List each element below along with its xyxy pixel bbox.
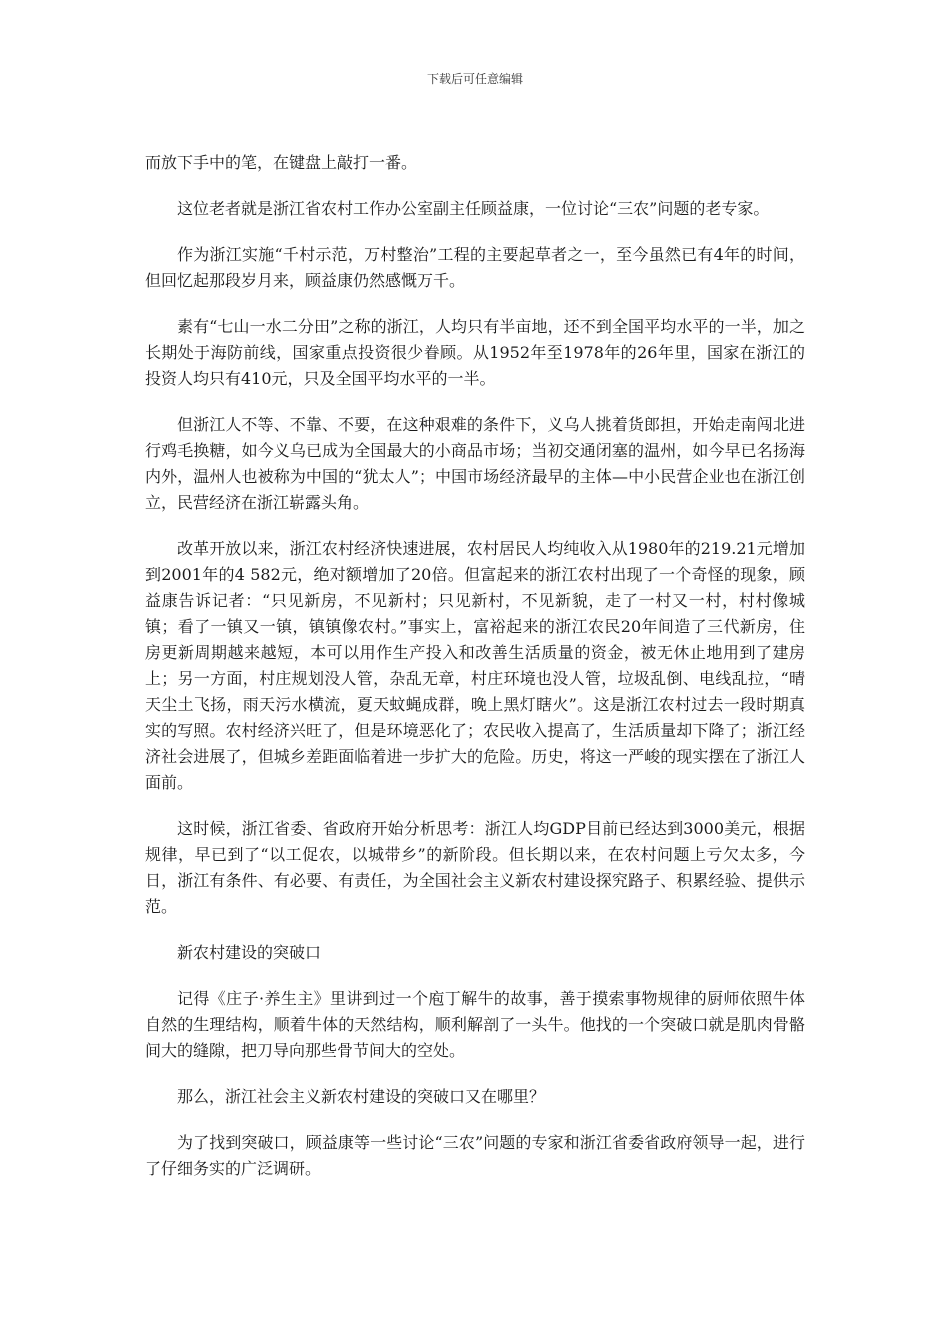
paragraph-rural-development: 改革开放以来，浙江农村经济快速进展，农村居民人均纯收入从1980年的219.21元增加到2001年的4 582元，绝对额增加了20倍。但富起来的浙江农村出现了一个奇怪的现象，顾益康告诉记者：“只见新房，不见新村；只见新村，不见新貌，走了一村又一村，村村像城镇；看了一镇又一镇，镇镇像农村。”事实上，富裕起来的浙江农民20年间造了三代新房，住房更新周期越来越短，本可以用作生产投入和改善生活质量的资金，被无休止地用到了建房上；另一方面，村庄规划没人管，杂乱无章，村庄环境也没人管，垃圾乱倒、电线乱拉，“晴天尘土飞扬，雨天污水横流，夏天蚊蝇成群，晚上黑灯瞎火”。这是浙江农村过去一段时期真实的写照。农村经济兴旺了，但是环境恶化了；农民收入提高了，生活质量却下降了；浙江经济社会进展了，但城乡差距面临着进一步扩大的危险。历史，将这一严峻的现实摆在了浙江人面前。: [145, 539, 805, 792]
paragraph-question: 那么，浙江社会主义新农村建设的突破口又在哪里？: [177, 1087, 546, 1106]
section-heading: 新农村建设的突破口: [177, 943, 322, 962]
document-body: [145, 150, 805, 1202]
paragraph-zhuangzi-story: 记得《庄子·养生主》里讲到过一个庖丁解牛的故事，善于摸索事物规律的厨师依照牛体自然的生理结构，顺着牛体的天然结构，顺利解剖了一头牛。他找的一个突破口就是肌肉骨骼间大的缝隙，把刀导向那些骨节间大的空处。: [145, 989, 805, 1060]
paragraph-project-drafter: 作为浙江实施“千村示范，万村整治”工程的主要起草者之一，至今虽然已有4年的时间，但回忆起那段岁月来，顾益康仍然感慨万千。: [145, 245, 805, 290]
paragraph-government-analysis: 这时候，浙江省委、省政府开始分析思考：浙江人均GDP目前已经达到3000美元，根据规律，早已到了“以工促农，以城带乡”的新阶段。但长期以来，在农村问题上亏欠太多，今日，浙江有条件、有必要、有责任，为全国社会主义新农村建设探究路子、积累经验、提供示范。: [145, 819, 805, 916]
paragraph-expert-intro: 这位老者就是浙江省农村工作办公室副主任顾益康，一位讨论“三农”问题的老专家。: [177, 199, 770, 218]
paragraph-private-economy: 但浙江人不等、不靠、不要，在这种艰难的条件下，义乌人挑着货郎担，开始走南闯北进行鸡毛换糖，如今义乌已成为全国最大的小商品市场；当初交通闭塞的温州，如今早已名扬海内外，温州人也被称为中国的“犹太人”；中国市场经济最早的主体—中小民营企业也在浙江创立，民营经济在浙江崭露头角。: [145, 415, 805, 512]
paragraph-continuation: 而放下手中的笔，在键盘上敲打一番。: [145, 153, 418, 172]
page-header-note: 下载后可任意编辑: [426, 72, 523, 86]
paragraph-land-statistics: 素有“七山一水二分田”之称的浙江，人均只有半亩地，还不到全国平均水平的一半，加之长期处于海防前线，国家重点投资很少眷顾。从1952年至1978年的26年里，国家在浙江的投资人均只有410元，只及全国平均水平的一半。: [145, 317, 805, 388]
paragraph-research: 为了找到突破口，顾益康等一些讨论“三农”问题的专家和浙江省委省政府领导一起，进行了仔细务实的广泛调研。: [145, 1133, 805, 1178]
